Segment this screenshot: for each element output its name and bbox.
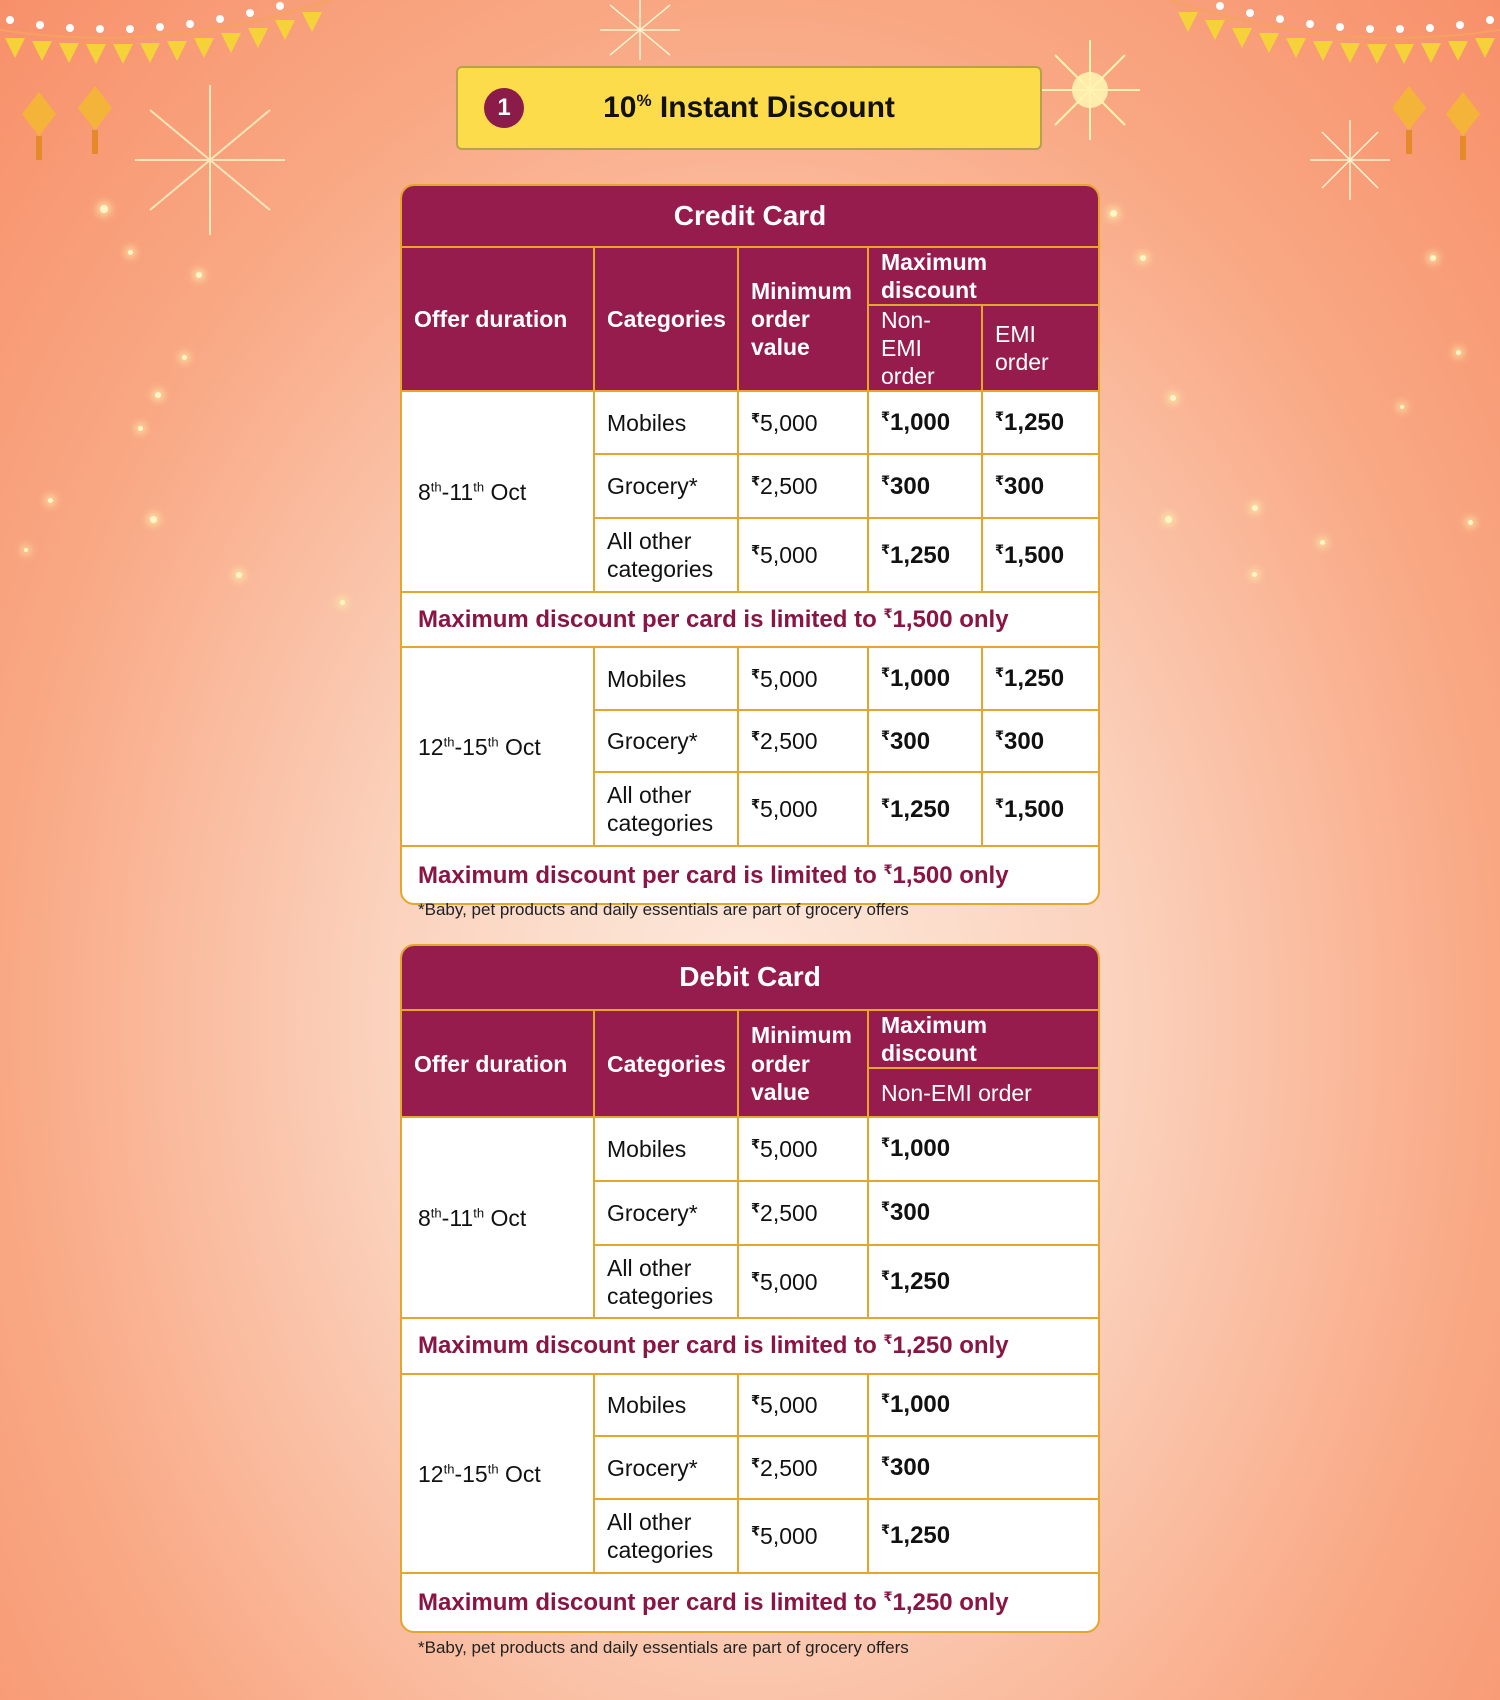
bunting-left-decoration <box>0 0 330 70</box>
non-emi-discount-cell: ₹1,000 <box>868 391 982 454</box>
firework-icon <box>1310 120 1390 200</box>
limit-note: Maximum discount per card is limited to ₹1,500 only <box>402 592 1098 647</box>
category-cell: All other categories <box>594 1499 738 1573</box>
emi-discount-cell: ₹1,250 <box>982 391 1098 454</box>
category-cell: Grocery* <box>594 454 738 518</box>
table-row <box>402 391 1098 454</box>
firework-icon <box>1040 40 1140 140</box>
limit-note-row <box>402 1573 1098 1631</box>
non-emi-discount-cell: ₹1,000 <box>868 1117 1098 1181</box>
min-order-cell: ₹5,000 <box>738 1245 868 1318</box>
header-categories: Categories <box>594 247 738 391</box>
limit-note: Maximum discount per card is limited to ₹1,250 only <box>402 1318 1098 1374</box>
credit-card-title: Credit Card <box>402 186 1098 247</box>
non-emi-discount-cell: ₹300 <box>868 454 982 518</box>
limit-note: Maximum discount per card is limited to ₹1,500 only <box>402 846 1098 903</box>
min-order-cell: ₹5,000 <box>738 518 868 592</box>
emi-discount-cell: ₹1,250 <box>982 647 1098 710</box>
emi-discount-cell: ₹1,500 <box>982 518 1098 592</box>
offer-heading-badge <box>456 66 1042 150</box>
non-emi-discount-cell: ₹1,250 <box>868 518 982 592</box>
min-order-cell: ₹2,500 <box>738 1436 868 1499</box>
header-offer-duration: Offer duration <box>402 247 594 391</box>
discount-percent: 10 <box>603 91 637 124</box>
firework-icon <box>130 80 290 240</box>
lantern-icon <box>1392 86 1426 156</box>
lantern-icon <box>22 92 56 162</box>
limit-note-row <box>402 592 1098 647</box>
offer-duration-cell: 12th-15th Oct <box>402 1374 594 1573</box>
limit-note: Maximum discount per card is limited to ₹1,250 only <box>402 1573 1098 1631</box>
min-order-cell: ₹5,000 <box>738 772 868 846</box>
header-offer-duration: Offer duration <box>402 1010 594 1117</box>
min-order-cell: ₹5,000 <box>738 1117 868 1181</box>
category-cell: All other categories <box>594 1245 738 1318</box>
category-cell: Grocery* <box>594 1181 738 1245</box>
emi-discount-cell: ₹300 <box>982 710 1098 772</box>
category-cell: Mobiles <box>594 1117 738 1181</box>
firework-icon <box>590 0 690 60</box>
offer-duration-cell: 8th-11th Oct <box>402 1117 594 1318</box>
min-order-cell: ₹2,500 <box>738 454 868 518</box>
table-row <box>402 1374 1098 1436</box>
header-non-emi: Non-EMI order <box>868 305 982 391</box>
lantern-icon <box>1446 92 1480 162</box>
header-categories: Categories <box>594 1010 738 1117</box>
limit-note-row <box>402 846 1098 903</box>
header-emi: EMI order <box>982 305 1098 391</box>
non-emi-discount-cell: ₹300 <box>868 1181 1098 1245</box>
non-emi-discount-cell: ₹300 <box>868 710 982 772</box>
offer-duration-cell: 8th-11th Oct <box>402 391 594 592</box>
percent-sign: % <box>636 91 652 110</box>
min-order-cell: ₹5,000 <box>738 391 868 454</box>
non-emi-discount-cell: ₹1,250 <box>868 1499 1098 1573</box>
non-emi-discount-cell: ₹300 <box>868 1436 1098 1499</box>
min-order-cell: ₹5,000 <box>738 647 868 710</box>
header-non-emi: Non-EMI order <box>868 1068 1098 1117</box>
category-cell: Grocery* <box>594 1436 738 1499</box>
non-emi-discount-cell: ₹1,000 <box>868 647 982 710</box>
table-row <box>402 1117 1098 1181</box>
discount-text: Instant Discount <box>659 91 895 124</box>
header-min-order: Minimum order value <box>738 1010 868 1117</box>
category-cell: Mobiles <box>594 1374 738 1436</box>
min-order-cell: ₹2,500 <box>738 1181 868 1245</box>
non-emi-discount-cell: ₹1,000 <box>868 1374 1098 1436</box>
debit-card-title: Debit Card <box>402 946 1098 1010</box>
min-order-cell: ₹5,000 <box>738 1374 868 1436</box>
category-cell: Mobiles <box>594 391 738 454</box>
header-min-order: Minimum order value <box>738 247 868 391</box>
offer-heading-title <box>458 91 1040 125</box>
non-emi-discount-cell: ₹1,250 <box>868 1245 1098 1318</box>
emi-discount-cell: ₹1,500 <box>982 772 1098 846</box>
category-cell: Mobiles <box>594 647 738 710</box>
min-order-cell: ₹5,000 <box>738 1499 868 1573</box>
table-row <box>402 647 1098 710</box>
offer-number-icon: 1 <box>484 88 524 128</box>
emi-discount-cell: ₹300 <box>982 454 1098 518</box>
lantern-icon <box>78 86 112 156</box>
header-max-discount: Maximum discount <box>868 1010 1098 1068</box>
non-emi-discount-cell: ₹1,250 <box>868 772 982 846</box>
debit-footnote: *Baby, pet products and daily essentials are part of grocery offers <box>418 1638 909 1657</box>
limit-note-row <box>402 1318 1098 1374</box>
category-cell: Grocery* <box>594 710 738 772</box>
credit-footnote: *Baby, pet products and daily essentials are part of grocery offers <box>418 900 909 919</box>
offer-duration-cell: 12th-15th Oct <box>402 647 594 846</box>
header-max-discount: Maximum discount <box>868 247 1098 305</box>
min-order-cell: ₹2,500 <box>738 710 868 772</box>
category-cell: All other categories <box>594 518 738 592</box>
debit-card-table <box>400 944 1100 1633</box>
credit-card-table <box>400 184 1100 905</box>
category-cell: All other categories <box>594 772 738 846</box>
bunting-right-decoration <box>1170 0 1500 70</box>
